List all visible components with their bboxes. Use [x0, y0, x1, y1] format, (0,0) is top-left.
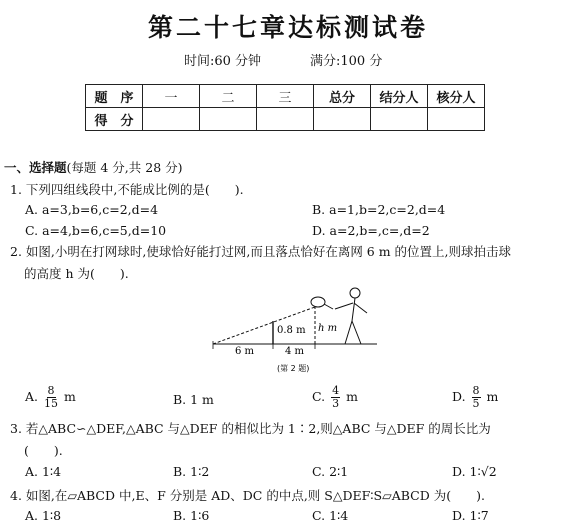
- table-cell: 三: [257, 85, 314, 108]
- question-2-stem-line1: 2. 如图,小明在打网球时,使球恰好能打过网,而且落点恰好在离网 6 m 的位置上,则球拍击球: [10, 244, 512, 259]
- score-table-header-row: [86, 85, 485, 108]
- score-table-score-row: [86, 108, 485, 131]
- racket-head: [311, 297, 325, 307]
- question-1-option-b: B. a=1,b=2,c=2,d=4: [312, 202, 446, 217]
- score-input-cell[interactable]: [428, 108, 485, 131]
- unit: m: [63, 389, 76, 404]
- fraction: [331, 385, 340, 410]
- question-3-option-b: B. 1∶2: [173, 464, 210, 479]
- dist-left-label: 6 m: [235, 346, 255, 357]
- exam-time: 时间:60 分钟: [184, 54, 262, 69]
- score-input-cell[interactable]: [200, 108, 257, 131]
- h-label: h m: [318, 323, 338, 334]
- question-3-stem-line2: ( ).: [24, 443, 63, 458]
- score-input-cell[interactable]: [371, 108, 428, 131]
- player-head: [350, 288, 360, 298]
- denominator: 15: [44, 397, 58, 410]
- denominator: 3: [332, 397, 340, 410]
- section-heading: [4, 158, 183, 176]
- question-1-option-c: C. a=4,b=6,c=5,d=10: [25, 223, 167, 238]
- question-2-stem-line2: 的高度 h 为( ).: [24, 266, 129, 281]
- question-3-option-a: A. 1∶4: [25, 464, 62, 479]
- question-2-option-c: [312, 385, 358, 410]
- question-4-option-a: A. 1∶8: [25, 508, 62, 523]
- question-3-stem-line1: 3. 若△ABC∽△DEF,△ABC 与△DEF 的相似比为 1∶2,则△ABC 与△DEF 的周长比为: [10, 421, 491, 436]
- option-letter: C.: [312, 389, 326, 404]
- score-table: [85, 84, 485, 131]
- player-body: [335, 298, 368, 344]
- question-3-option-d: D. 1∶√2: [452, 464, 497, 479]
- question-4-option-c: C. 1∶4: [312, 508, 349, 523]
- table-cell: 得 分: [86, 108, 143, 131]
- numerator: 8: [47, 384, 55, 397]
- question-2-figure: [205, 283, 385, 375]
- table-cell: 总分: [314, 85, 371, 108]
- fraction: [472, 385, 481, 410]
- table-cell: 结分人: [371, 85, 428, 108]
- table-cell: 二: [200, 85, 257, 108]
- unit: m: [346, 389, 358, 404]
- unit: m: [486, 389, 499, 404]
- numerator: 8: [472, 384, 480, 397]
- question-1-stem: 1. 下列四组线段中,不能成比例的是( ).: [10, 182, 244, 197]
- page-title: 第二十七章达标测试卷: [147, 13, 428, 42]
- question-2-option-a: [25, 385, 76, 410]
- section-note: (每题 4 分,共 28 分): [66, 160, 183, 175]
- score-input-cell[interactable]: [143, 108, 200, 131]
- denominator: 5: [472, 397, 480, 410]
- question-4-stem: 4. 如图,在▱ABCD 中,E、F 分别是 AD、DC 的中点,则 S△DEF∶S▱ABCD 为( ).: [10, 488, 485, 503]
- score-input-cell[interactable]: [257, 108, 314, 131]
- dist-right-label: 4 m: [285, 346, 305, 357]
- section-title: 一、选择题: [4, 160, 67, 175]
- table-cell: 一: [143, 85, 200, 108]
- option-letter: D.: [452, 389, 466, 404]
- net-height-label: 0.8 m: [277, 325, 306, 336]
- question-2-option-d: [452, 385, 498, 410]
- question-2-option-b: B. 1 m: [173, 392, 214, 407]
- full-score: 满分:100 分: [310, 54, 383, 69]
- fraction: [44, 385, 58, 410]
- table-cell: 题 序: [86, 85, 143, 108]
- question-4-option-d: D. 1∶7: [452, 508, 489, 523]
- question-4-option-b: B. 1∶6: [173, 508, 210, 523]
- question-1-option-a: A. a=3,b=6,c=2,d=4: [25, 202, 159, 217]
- score-input-cell[interactable]: [314, 108, 371, 131]
- option-letter: A.: [25, 389, 39, 404]
- racket-handle: [324, 304, 333, 309]
- question-3-option-c: C. 2∶1: [312, 464, 349, 479]
- numerator: 4: [332, 384, 340, 397]
- question-1-option-d: D. a=2,b=,c=,d=2: [312, 223, 430, 238]
- table-cell: 核分人: [428, 85, 485, 108]
- figure-caption: (第 2 题): [277, 364, 310, 373]
